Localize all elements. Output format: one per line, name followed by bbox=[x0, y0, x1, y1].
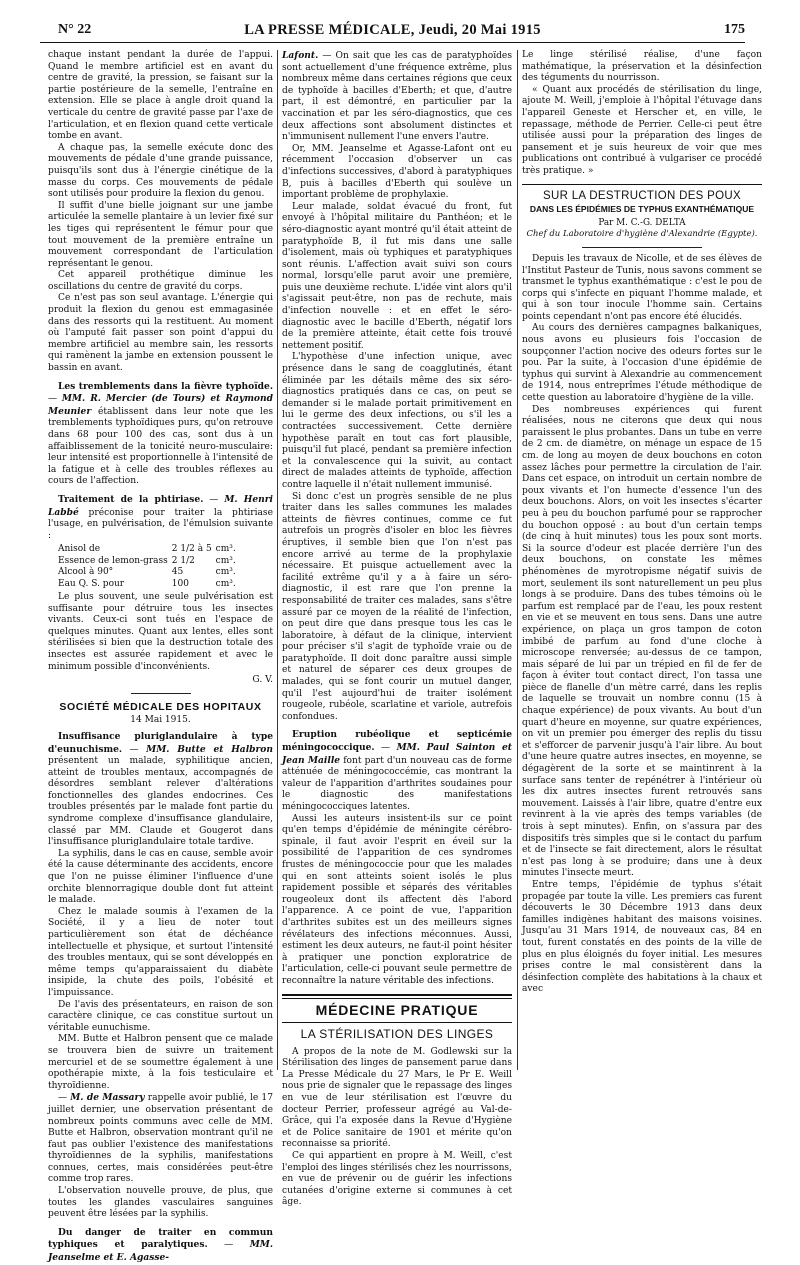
section-rule bbox=[282, 994, 512, 999]
paragraph: L'hypothèse d'une infection unique, avec présence dans le sang de coagglutinés, étant éliminée par les détails même des six séro-diagnostics pratiqués dans ce cas, on peut se demander si le malade portait primitivement en lui le germe des deux infections, ou s'il les a contractées successivement. Cette dernière hypothèse paraît en tout cas fort plausible, puisqu'il fut placé, pendant sa première infection et la convalescence qui la suivit, au contact direct de malades atteints de typhoïde, affection contre laquelle il n'était nullement immunisé. bbox=[282, 352, 512, 490]
paragraph: Cet appareil prothétique diminue les oscillations du centre de gravité du corps. bbox=[48, 270, 273, 292]
communication-insuffisance: Insuffisance pluriglandulaire à type d'eunuchisme. — MM. Butte et Halbron présentent un malade, syphilitique ancien, atteint de troubles mentaux, accompagnés de désordres semblant relever d'altérations fonctionnelles des glandes endocrines. Ces troubles présentés par le malade font partie du syndrome complexe d'insuffisance glandulaire, classé par MM. Claude et Gougerot dans l'insuffisance pluriglandulaire totale tardive. bbox=[48, 730, 273, 848]
paragraph: Aussi les auteurs insistent-ils sur ce point qu'en temps d'épidémie de méningite cérébro-spinale, il faut avoir l'esprit en éveil sur la possibilité de l'apparition de ces syndromes frustes de méningococcie pour que les malades qui en sont atteints soient isolés le plus rapidement possible et séparés des véritables rougeoleux dont ils affectent dès l'abord l'apparence. A ce point de vue, l'apparition d'arthrites subites est un des meilleurs signes révélateurs des infections méconnues. Aussi, estiment les deux auteurs, ne faut-il point hésiter à pratiquer une ponction exploratrice de l'articulation, celle-ci pouvant seule permettre de reconnaître la nature véritable des infections. bbox=[282, 813, 512, 986]
paragraph: Le plus souvent, une seule pulvérisation est suffisante pour détruire tous les insectes vivants. Ceux-ci sont tués en l'espace de quelques minutes. Quant aux lentes, elles sont stérilisées si bien que la destruction totale des insectes est assurée rapidement et avec le minimum possible d'inconvénients. bbox=[48, 591, 273, 672]
article-title: LA STÉRILISATION DES LINGES bbox=[300, 1027, 494, 1042]
paragraph: Le linge stérilisé réalise, d'une façon mathématique, la préservation et la désinfection des téguments du nourrisson. bbox=[522, 50, 762, 84]
column-3 bbox=[522, 50, 762, 1075]
header-rule bbox=[40, 42, 745, 43]
article-title: SUR LA DESTRUCTION DES POUX bbox=[543, 189, 741, 202]
article-author: Par M. C.-G. DELTA bbox=[598, 217, 686, 228]
communication-authors: MM. Butte et Halbron bbox=[146, 743, 273, 755]
section-rule bbox=[131, 693, 191, 694]
section-date: 14 Mai 1915. bbox=[130, 715, 191, 726]
communication-authors: M. Henri Labbé bbox=[48, 493, 273, 518]
page-header bbox=[40, 18, 745, 44]
recipe-table bbox=[58, 544, 240, 590]
communication-phtiriase: Traitement de la phtiriase. — M. Henri Labbé préconise pour traiter la phtiriase l'usage, en pulvérisation, de l'émulsion suivante : bbox=[48, 493, 273, 541]
signature: G. V. bbox=[252, 675, 273, 686]
recipe-row: Essence de lemon-grass 2 1/2 cm³. bbox=[58, 555, 236, 566]
communication-title: Eruption rubéolique et septicémie méningococcique. bbox=[282, 729, 512, 754]
section-title: SOCIÉTÉ MÉDICALE DES HOPITAUX bbox=[59, 700, 262, 713]
communication-title: Du danger de traiter en commun typhiques et paralytiques. bbox=[48, 1226, 273, 1251]
section-title: MÉDECINE PRATIQUE bbox=[315, 1001, 479, 1018]
column-divider bbox=[517, 50, 518, 1070]
paragraph-text: On sait que les cas de paratyphoïdes sont actuellement d'une fréquence extrême, plus nombreux même dans certaines régions que ceux de typhoïde à bacilles d'Eberth; et que, d'autre part, il est démontré, en particulier par la vaccination et par les séro-diagnostics, que ces deux affections sont absolument distinctes et n'immunisent nullement l'une envers l'autre. bbox=[282, 51, 512, 143]
paragraph: Des nombreuses expériences qui furent réalisées, nous ne citerons que deux qui nous paraissent le plus probantes. Dans un tube en verre de 2 cm. de diamètre, on ménage un espace de 15 cm. de long au moyen de deux bouchons en coton assez lâches pour permettre la circulation de l'air. Dans cet espace, on introduit un certain nombre de poux vivants et l'on humecte d'essence l'un des deux bouchons. Alors, on voit les insectes s'écarter peu à peu du bouchon parfumé pour se rapprocher du bouchon opposé : au bout d'un certain temps (de cinq à huit minutes) tous les poux sont morts. Si la source d'odeur est placée derrière l'un des deux bouchons, on constate les mêmes phénomènes de myrotropisme négatif suivis de mort, seulement ils sont naturellement un peu plus longs à se produire. Dans des tubes témoins où le parfum est remplacé par de l'eau, les poux restent en vie et se meuvent en tous sens. Dans une autre expérience, on plaça un gros tampon de coton imbibé de parfum au fond d'une cloche à microscope renversée; au-dessus de ce tampon, mais séparé de lui par un trépied en fil de fer de façon à éviter tout contact direct, l'on tassa une pièce de flanelle d'un mètre carré, dans les replis de laquelle se trouvait un nombre connu (15 à chaque expérience) de poux vivants. Au bout d'un quart d'heure en moyenne, sur quatre expériences, on vit un premier pou émerger des replis du tissu et s'efforcer de parvenir jusqu'à l'air libre. Au bout d'une heure quatre autres insectes, en moyenne, se dégagèrent de la sorte et se maintinrent à la surface sans tenter de repénétrer à l'intérieur où les dix autres insectes furent retrouvés sans mouvement. Laissés à l'air libre, quatre d'entre eux revinrent à la vie après des temps variables (de trois à sept minutes). Enfin, on s'assura par des dispositifs très simples que si le contact du parfum et de l'insecte se fait directement, alors le résultat n'est pas long à se produire; dans une à deux minutes l'insecte meurt. bbox=[522, 404, 762, 879]
communication-authors: M. de Massary bbox=[70, 1092, 145, 1104]
section-rule bbox=[282, 1022, 512, 1023]
article-subtitle: DANS LES ÉPIDÉMIES DE TYPHUS EXANTHÉMATIQUE bbox=[529, 204, 755, 215]
column-divider bbox=[277, 50, 278, 1070]
communication-body: présentent un malade, syphilitique ancien, atteint de troubles mentaux, accompagnés de désordres semblant relever d'altérations fonctionnelles des glandes endocrines. Ces troubles présentés par le malade font partie du syndrome complexe d'insuffisance glandulaire, classé par MM. Claude et Gougerot dans l'insuffisance pluriglandulaire totale tardive. bbox=[48, 756, 273, 848]
paragraph: Ce qui appartient en propre à M. Weill, c'est l'emploi des linges stérilisés chez les nourrissons, en vue de prévenir ou de guérir les infections cutanées d'origine externe si communes à cet âge. bbox=[282, 1151, 512, 1208]
paragraph: A propos de la note de M. Godlewski sur la Stérilisation des linges de pansement parue dans La Presse Médicale du 27 Mars, le Pr E. Weill nous prie de signaler que le repassage des linges en vue de leur stérilisation est l'œuvre du docteur Perrier, professeur agrégé au Val-de-Grâce, qui l'a exposée dans la Revue d'Hygiène et de Police sanitaire de 1901 et mérite qu'on reconnaisse sa priorité. bbox=[282, 1046, 512, 1150]
paragraph: chaque instant pendant la durée de l'appui. Quand le membre artificiel est en avant du centre de gravité, la pression, se faisant sur la partie postérieure de la semelle, l'entraîne en extension. Elle se place à angle droit quand la verticale du centre de gravité passe par l'axe de l'articulation, et en flexion quand cette verticale tombe en avant. bbox=[48, 50, 273, 142]
paragraph: Chez le malade soumis à l'examen de la Société, il y a lieu de noter tout particulièrement son état de déchéance intellectuelle et physique, et surtout l'intensité des troubles mentaux, qui se sont développés en même temps qu'apparaissaient du diabète insipide, la chute des poils, l'obésité et l'impuissance. bbox=[48, 906, 273, 998]
paragraph: Entre temps, l'épidémie de typhus s'était propagée par toute la ville. Les premiers cas furent découverts le 30 Décembre 1913 dans deux familles indigènes habitant des maisons voisines. Jusqu'au 31 Mars 1914, de nouveaux cas, 84 en tout, furent constatés en des points de la ville de plus en plus éloignés du foyer initial. Les mesures prises contre le mal consistèrent dans la désinfection complète des habitations à la chaux et avec bbox=[522, 879, 762, 995]
communication-danger: Du danger de traiter en commun typhiques et paralytiques. — MM. Jeanselme et E. Agasse- bbox=[48, 1226, 273, 1264]
paragraph: « Quant aux procédés de stérilisation du linge, ajoute M. Weill, j'emploie à l'hôpital l'étuvage dans l'appareil Geneste et Herscher et, en ville, le repassage, méthode de Perrier. Celle-ci peut être utilisée aussi pour la préparation des linges de pansement et je suis heureux de voir que mes publications ont contribué à vulgariser ce procédé très pratique. » bbox=[522, 84, 762, 176]
communication-body: font part d'un nouveau cas de forme atténuée de méningococcémie, cas montrant la valeur de l'apparition d'arthrites soudaines pour le diagnostic des manifestations méningococciques latentes. bbox=[282, 755, 512, 812]
recipe-row: Alcool à 90° 45 cm³. bbox=[58, 567, 236, 578]
paragraph: La syphilis, dans le cas en cause, semble avoir été la cause déterminante des accidents, encore que l'on ne puisse éliminer l'influence d'une orchite blennorragique double dont fut atteint le malade. bbox=[48, 848, 273, 906]
communication-body: préconise pour traiter la phtiriase l'usage, en pulvérisation, de l'émulsion suivante : bbox=[48, 507, 273, 541]
communication-massary: — M. de Massary rappelle avoir publié, le 17 juillet dernier, une observation présentant de nombreux points communs avec celle de MM. Butte et Halbron, observation montrant qu'il ne faut pas oublier l'existence des manifestations thyroïdiennes de la syphilis, manifestations connues, certes, mais considérées peut-être comme trop rares. bbox=[48, 1092, 273, 1185]
paragraph: De l'avis des présentateurs, en raison de son caractère clinique, ce cas constitue surtout un véritable eunuchisme. bbox=[48, 999, 273, 1033]
communication-eruption: Eruption rubéolique et septicémie méningococcique. — MM. Paul Sainton et Jean Maille font part d'un nouveau cas de forme atténuée de méningococcémie, cas montrant la valeur de l'apparition d'arthrites soudaines pour le diagnostic des manifestations méningococciques latentes. bbox=[282, 729, 512, 812]
communication-body: établissent dans leur note que les tremblements typhoïdiques purs, qu'on retrouve dans 68 pour 100 des cas, sont dus à un affaiblissement de la tonicité neuro-musculaire: leur intensité est proportionnelle à l'intensité de la fatigue et à celle des troubles réflexes au cours de l'affection. bbox=[48, 406, 273, 487]
paragraph: Il suffit d'une bielle joignant sur une jambe articulée la semelle plantaire à un levier fixé sur les tiges qui représentent le fémur pour que tout mouvement de la première entraîne un mouvement correspondant de l'articulation représentant le genou. bbox=[48, 200, 273, 269]
recipe-row: Anisol de 2 1/2 à 5 cm³. bbox=[58, 544, 236, 555]
communication-authors: MM. Jeanselme et E. Agasse- bbox=[48, 1239, 273, 1264]
communication-title: Insuffisance pluriglandulaire à type d'eunuchisme. bbox=[48, 730, 273, 755]
paragraph: Au cours des dernières campagnes balkaniques, nous avons eu plusieurs fois l'occasion de soupçonner l'action nocive des odeurs fortes sur le pou. Par la suite, à l'occasion d'une épidémie de typhus qui survint à Alexandrie au commencement de 1914, nous entreprîmes l'étude méthodique de cette question au laboratoire d'hygiène de la ville. bbox=[522, 323, 762, 404]
journal-title: LA PRESSE MÉDICALE, Jeudi, 20 Mai 1915 bbox=[244, 22, 541, 38]
section-rule bbox=[522, 184, 762, 185]
communication-tremblements: Les tremblements dans la fièvre typhoïde. — MM. R. Mercier (de Tours) et Raymond Meunier établissent dans leur note que les tremblements typhoïdiques purs, qu'on retrouve dans 68 pour 100 des cas, sont dus à un affaiblissement de la tonicité neuro-musculaire: leur intensité est proportionnelle à l'intensité de la fatigue et à celle des troubles réflexes au cours de l'affection. bbox=[48, 380, 273, 487]
paragraph: Depuis les travaux de Nicolle, et de ses élèves de l'Institut Pasteur de Tunis, nous savons comment se transmet le typhus exanthématique : c'est le pou de corps qui s'infecte en piquant l'homme malade, et qui à son tour inocule l'homme sain. Certains points cependant n'ont pas encore été élucidés. bbox=[522, 253, 762, 322]
communication-title: Traitement de la phtiriase. bbox=[58, 493, 204, 505]
communication-authors: MM. R. Mercier (de Tours) et Raymond Meunier bbox=[48, 393, 273, 417]
paragraph: Si donc c'est un progrès sensible de ne plus traiter dans les salles communes les malades atteints de fièvres continues, comme ce fut autrefois un progrès d'isoler en bloc les fièvres éruptives, il semble bien que l'on n'est pas encore arrivé au terme de la prophylaxie nécessaire. Et puisque actuellement avec la facilité extrême qu'il y a à faire un séro-diagnostic, il est rare que l'on prenne la responsabilité de traiter ces malades, sans s'être assuré par ce moyen de la réalité de l'infection, on peut dire que dans presque tous les cas le laboratoire, à défaut de la clinique, intervient pour préciser s'il s'agit de typhoïde vraie ou de paratyphoïde. Il doit donc paraître aussi simple et naturel de séparer ces deux groupes de malades, qui se font courir un mutuel danger, qu'il l'est aujourd'hui de traiter isolément rougeole, rubéole, scarlatine et variole, autrefois confondues. bbox=[282, 491, 512, 722]
paragraph: MM. Butte et Halbron pensent que ce malade se trouvera bien de suivre un traitement mercuriel et de se soumettre également à une opothérapie mixte, à la fois testiculaire et thyroïdienne. bbox=[48, 1034, 273, 1091]
communication-authors: MM. Paul Sainton et Jean Maille bbox=[282, 742, 512, 766]
article-affiliation: Chef du Laboratoire d'hygiène d'Alexandrie (Egypte). bbox=[526, 229, 758, 240]
paragraph: A chaque pas, la semelle exécute donc des mouvements de pédale d'une grande puissance, puisqu'ils sont dus à l'énergie cinétique de la masse du corps. Ces mouvements de pédale sont utilisés pour produire la flexion du genou. bbox=[48, 142, 273, 200]
section-rule bbox=[582, 247, 702, 248]
author-continuation: Lafont. bbox=[282, 50, 319, 61]
paragraph: L'observation nouvelle prouve, de plus, que toutes les glandes vasculaires sanguines peuvent être lésées par la syphilis. bbox=[48, 1186, 273, 1220]
page-number: 175 bbox=[724, 22, 745, 37]
communication-body: rappelle avoir publié, le 17 juillet dernier, une observation présentant de nombreux points communs avec celle de MM. Butte et Halbron, observation montrant qu'il ne faut pas oublier l'existence des manifestations thyroïdiennes de la syphilis, manifestations connues, certes, mais considérées peut-être comme trop rares. bbox=[48, 1093, 273, 1185]
paragraph: Or, MM. Jeanselme et Agasse-Lafont ont eu récemment l'occasion d'observer un cas d'infections successives, d'abord à paratyphiques B, puis à bacilles d'Eberth qui soulève un important problème de prophylaxie. bbox=[282, 143, 512, 201]
communication-title: Les tremblements dans la fièvre typhoïde. bbox=[58, 380, 273, 392]
recipe-row: Eau Q. S. pour 100 cm³. bbox=[58, 578, 236, 589]
paragraph: Ce n'est pas son seul avantage. L'énergie qui produit la flexion du genou est emmagasinée dans des ressorts qui la restituent. Au moment où l'amputé fait passer son point d'appui du membre artificiel au membre sain, les ressorts qui ramènent la jambe en extension poussent le bassin en avant. bbox=[48, 293, 273, 374]
issue-number: N° 22 bbox=[58, 22, 92, 37]
column-1 bbox=[48, 50, 273, 1264]
column-2 bbox=[282, 50, 512, 1208]
paragraph: Lafont. — On sait que les cas de paratyphoïdes sont actuellement d'une fréquence extrême, plus nombreux même dans certaines régions que ceux de typhoïde à bacilles d'Eberth; et que, d'autre part, il est démontré, en particulier par la vaccination et par les séro-diagnostics, que ces deux affections sont absolument distinctes et n'immunisent nullement l'une envers l'autre. bbox=[282, 50, 512, 143]
paragraph: Leur malade, soldat évacué du front, fut envoyé à l'hôpital militaire du Panthéon; et le séro-diagnostic ayant montré qu'il était atteint de paratyphoïde B, il fut mis dans une salle d'isolement, mais où typhiques et paratyphiques sont réunis. L'affection avait suivi son cours normal, lorsqu'elle parut avoir une première, puis une deuxième rechute. L'idée vint alors qu'il s'agissait peut-être, non pas de rechute, mais d'infection nouvelle : et en effet le séro-diagnostic avec le bacille d'Eberth, négatif lors de la première atteinte, était cette fois trouvé nettement positif. bbox=[282, 201, 512, 351]
